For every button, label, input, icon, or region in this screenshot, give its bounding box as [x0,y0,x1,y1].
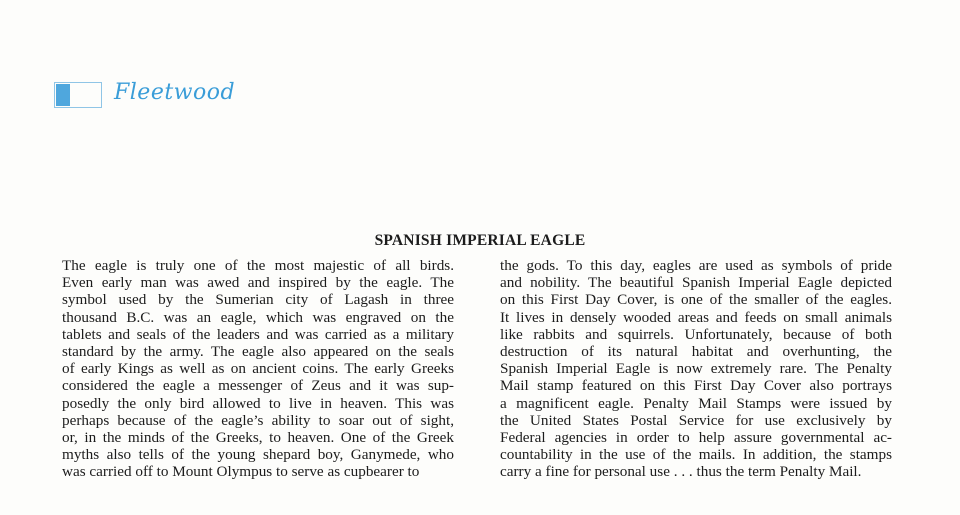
text-line: standard by the army. The eagle also appeared on the seals [62,343,454,361]
text-line: myths also tells of the young shepard boy, Ganymede, who [62,446,454,464]
fleetwood-logo [54,80,236,112]
article-column-left [62,257,454,481]
text-line: like rabbits and squirrels. Unfortunately, because of both [500,325,892,343]
text-line: symbol used by the Sumerian city of Lagash in three [62,291,454,309]
text-line: It lives in densely wooded areas and feeds on small animals [500,308,892,326]
article-title: SPANISH IMPERIAL EAGLE [374,232,586,249]
text-line: posedly the only bird allowed to live in heaven. This was [62,394,454,412]
text-line: thousand B.C. was an eagle, which was engraved on the [62,308,454,326]
text-line: Mail stamp featured on this First Day Cover also portrays [500,377,892,395]
text-line: carry a fine for personal use . . . thus the term Penalty Mail. [500,463,862,481]
text-line: perhaps because of the eagle’s ability to soar out of sight, [62,411,454,429]
text-line: on this First Day Cover, is one of the smaller of the eagles. [500,291,892,309]
text-line: the gods. To this day, eagles are used as symbols of pride [500,257,892,274]
text-line: a magnificent eagle. Penalty Mail Stamps were issued by [500,394,892,412]
logo-frame [54,82,102,108]
text-line: Spanish Imperial Eagle is now extremely rare. The Penalty [500,360,892,378]
logo-wordmark: Fleetwood [114,80,236,105]
text-line: and nobility. The beautiful Spanish Imperial Eagle depicted [500,274,892,292]
logo-blue-square [56,84,70,106]
text-line: considered the eagle a messenger of Zeus and it was sup- [62,377,454,395]
text-line: The eagle is truly one of the most majestic of all birds. [62,257,454,274]
text-line: destruction of its natural habitat and overhunting, the [500,343,892,361]
text-line: of early Kings as well as on ancient coins. The early Greeks [62,360,454,378]
text-line: or, in the minds of the Greeks, to heaven. One of the Greek [62,429,454,447]
text-line: Even early man was awed and inspired by the eagle. The [62,274,454,292]
text-line: Federal agencies in order to help assure governmental ac- [500,429,892,447]
article-column-right [500,257,892,481]
text-line: tablets and seals of the leaders and was carried as a military [62,325,454,343]
text-line: the United States Postal Service for use exclusively by [500,411,892,429]
text-line: countability in the use of the mails. In addition, the stamps [500,446,892,464]
text-line: was carried off to Mount Olympus to serve as cupbearer to [62,463,420,481]
